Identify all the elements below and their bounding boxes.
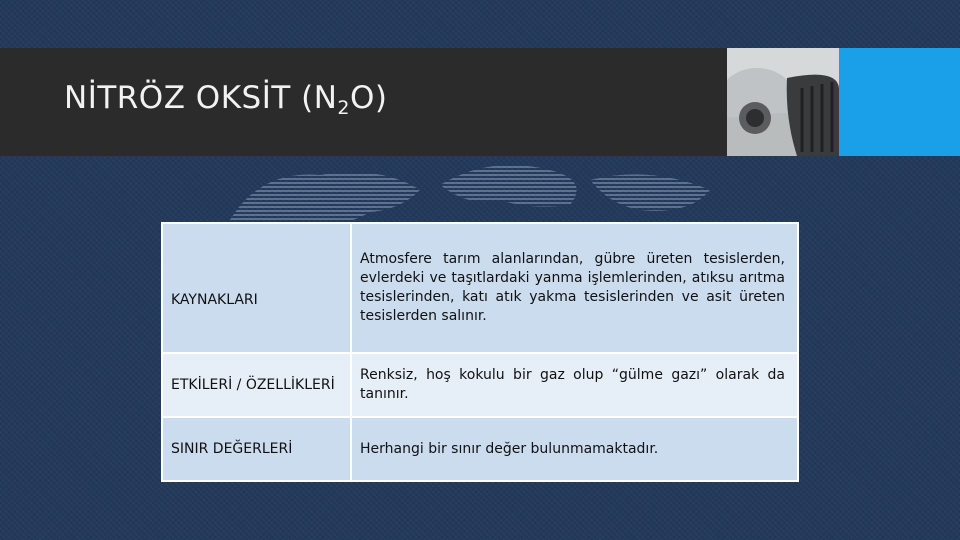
car-exhaust-photo — [727, 48, 839, 156]
accent-block — [839, 48, 960, 156]
row-text: Herhangi bir sınır değer bulunmamaktadır. — [351, 417, 798, 481]
table-row — [162, 223, 798, 353]
row-label: SINIR DEĞERLERİ — [162, 417, 351, 481]
row-text: Renksiz, hoş kokulu bir gaz olup “gülme gazı” olarak da tanınır. — [351, 353, 798, 417]
title-subscript: 2 — [337, 97, 351, 119]
title-end: O) — [350, 80, 388, 116]
slide-title — [64, 80, 388, 119]
row-label: ETKİLERİ / ÖZELLİKLERİ — [162, 353, 351, 417]
info-table — [161, 222, 799, 482]
table-row — [162, 353, 798, 417]
table-row — [162, 417, 798, 481]
row-label: KAYNAKLARI — [162, 223, 351, 353]
row-text: Atmosfere tarım alanlarından, gübre üreten tesislerden, evlerdeki ve taşıtlardaki yanma işlemlerinden, atıksu arıtma tesislerinden, katı atık yakma tesislerinden ve asit üreten tesislerden salınır. — [351, 223, 798, 353]
title-main: NİTRÖZ OKSİT (N — [64, 80, 338, 116]
